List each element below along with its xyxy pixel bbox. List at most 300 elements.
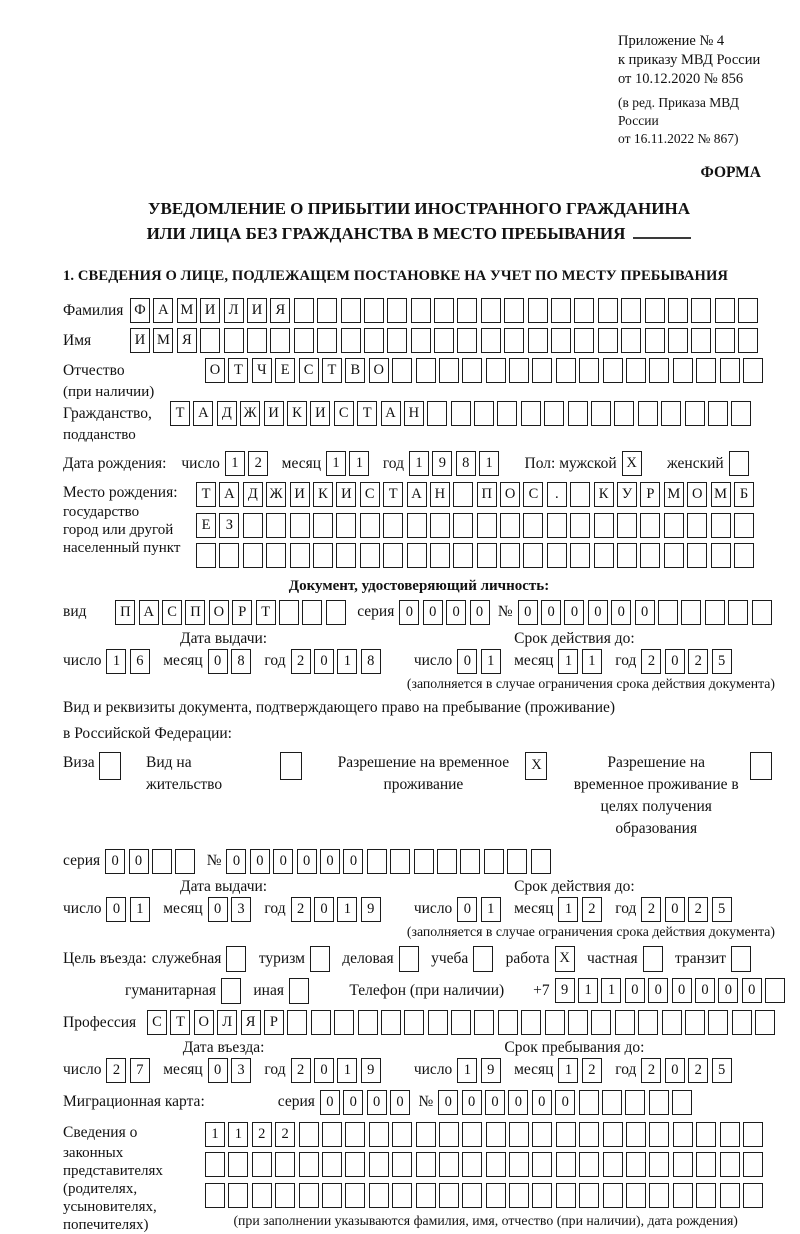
- char-box[interactable]: А: [193, 401, 213, 426]
- char-box[interactable]: Л: [224, 298, 244, 323]
- char-box[interactable]: 0: [541, 600, 561, 625]
- char-box[interactable]: [521, 1010, 541, 1035]
- char-box[interactable]: [383, 513, 403, 538]
- char-box[interactable]: 0: [695, 978, 715, 1003]
- char-box[interactable]: [252, 1183, 272, 1208]
- char-box[interactable]: [462, 358, 482, 383]
- char-box[interactable]: [437, 849, 457, 874]
- char-box[interactable]: [453, 482, 473, 507]
- char-box[interactable]: [551, 298, 571, 323]
- char-box[interactable]: [275, 1183, 295, 1208]
- char-box[interactable]: [509, 1122, 529, 1147]
- char-box[interactable]: 9: [432, 451, 452, 476]
- char-box[interactable]: [691, 328, 711, 353]
- char-box[interactable]: [594, 543, 614, 568]
- char-box[interactable]: [621, 328, 641, 353]
- char-box[interactable]: [649, 1152, 669, 1177]
- char-box[interactable]: [626, 1122, 646, 1147]
- char-box[interactable]: [364, 328, 384, 353]
- char-box[interactable]: [626, 1183, 646, 1208]
- char-box[interactable]: [720, 358, 740, 383]
- char-box[interactable]: [439, 1152, 459, 1177]
- char-box[interactable]: [336, 543, 356, 568]
- char-box[interactable]: 1: [582, 649, 602, 674]
- char-box[interactable]: О: [194, 1010, 214, 1035]
- char-box[interactable]: [367, 849, 387, 874]
- char-box[interactable]: [673, 1122, 693, 1147]
- char-box[interactable]: 1: [481, 897, 501, 922]
- char-box[interactable]: 0: [320, 1090, 340, 1115]
- char-box[interactable]: 1: [337, 897, 357, 922]
- char-box[interactable]: [556, 1152, 576, 1177]
- char-box[interactable]: [664, 513, 684, 538]
- char-box[interactable]: [416, 1152, 436, 1177]
- char-box[interactable]: С: [360, 482, 380, 507]
- char-box[interactable]: [696, 1122, 716, 1147]
- char-box[interactable]: Ж: [240, 401, 260, 426]
- char-box[interactable]: [360, 543, 380, 568]
- char-box[interactable]: Я: [177, 328, 197, 353]
- char-box[interactable]: 9: [481, 1058, 501, 1083]
- char-box[interactable]: [387, 298, 407, 323]
- char-box[interactable]: [369, 1152, 389, 1177]
- char-box[interactable]: 0: [314, 1058, 334, 1083]
- char-box[interactable]: 0: [665, 897, 685, 922]
- char-box[interactable]: Т: [170, 401, 190, 426]
- char-box[interactable]: [504, 328, 524, 353]
- char-box[interactable]: [649, 358, 669, 383]
- char-box[interactable]: Б: [734, 482, 754, 507]
- char-box[interactable]: [617, 543, 637, 568]
- char-box[interactable]: [205, 1152, 225, 1177]
- char-box[interactable]: [532, 1183, 552, 1208]
- char-box[interactable]: [755, 1010, 775, 1035]
- char-box[interactable]: 0: [297, 849, 317, 874]
- char-box[interactable]: 9: [555, 978, 575, 1003]
- char-box[interactable]: А: [153, 298, 173, 323]
- char-box[interactable]: [685, 1010, 705, 1035]
- char-box[interactable]: 0: [314, 649, 334, 674]
- char-box[interactable]: А: [219, 482, 239, 507]
- char-box[interactable]: 2: [688, 897, 708, 922]
- char-box[interactable]: [591, 1010, 611, 1035]
- char-box[interactable]: 1: [106, 649, 126, 674]
- char-box[interactable]: 5: [712, 649, 732, 674]
- char-box[interactable]: [591, 401, 611, 426]
- char-box[interactable]: [266, 513, 286, 538]
- char-box[interactable]: [407, 513, 427, 538]
- char-box[interactable]: [579, 1122, 599, 1147]
- char-box[interactable]: 0: [208, 1058, 228, 1083]
- char-box[interactable]: [668, 328, 688, 353]
- char-box[interactable]: [615, 1010, 635, 1035]
- char-box[interactable]: [299, 1183, 319, 1208]
- char-box[interactable]: [317, 328, 337, 353]
- char-box[interactable]: [728, 600, 748, 625]
- char-box[interactable]: 1: [578, 978, 598, 1003]
- char-box[interactable]: [322, 1122, 342, 1147]
- char-box[interactable]: [626, 1152, 646, 1177]
- char-box[interactable]: 7: [130, 1058, 150, 1083]
- char-box[interactable]: [509, 1152, 529, 1177]
- char-box[interactable]: [287, 1010, 307, 1035]
- char-box[interactable]: Р: [232, 600, 252, 625]
- char-box[interactable]: [486, 1183, 506, 1208]
- char-box[interactable]: 0: [532, 1090, 552, 1115]
- char-box[interactable]: 1: [205, 1122, 225, 1147]
- char-box[interactable]: [477, 513, 497, 538]
- char-box[interactable]: [457, 298, 477, 323]
- char-box[interactable]: [481, 328, 501, 353]
- char-box[interactable]: И: [247, 298, 267, 323]
- char-box[interactable]: С: [299, 358, 319, 383]
- char-box[interactable]: 2: [641, 649, 661, 674]
- char-box[interactable]: [383, 543, 403, 568]
- char-box[interactable]: [545, 1010, 565, 1035]
- char-box[interactable]: 5: [712, 1058, 732, 1083]
- char-box[interactable]: [734, 513, 754, 538]
- char-box[interactable]: [626, 358, 646, 383]
- char-box[interactable]: [336, 513, 356, 538]
- char-box[interactable]: 0: [625, 978, 645, 1003]
- char-box[interactable]: 8: [231, 649, 251, 674]
- char-box[interactable]: 0: [314, 897, 334, 922]
- char-box[interactable]: [392, 1152, 412, 1177]
- char-box[interactable]: [532, 1122, 552, 1147]
- char-box[interactable]: [579, 1152, 599, 1177]
- char-box[interactable]: [451, 401, 471, 426]
- char-box[interactable]: М: [177, 298, 197, 323]
- char-box[interactable]: [275, 1152, 295, 1177]
- char-box[interactable]: А: [381, 401, 401, 426]
- char-box[interactable]: [504, 298, 524, 323]
- char-box[interactable]: 0: [611, 600, 631, 625]
- char-box[interactable]: З: [219, 513, 239, 538]
- char-box[interactable]: [509, 1183, 529, 1208]
- char-box[interactable]: [687, 513, 707, 538]
- char-box[interactable]: 3: [231, 1058, 251, 1083]
- char-box[interactable]: [243, 513, 263, 538]
- char-box[interactable]: [302, 600, 322, 625]
- char-box[interactable]: 0: [367, 1090, 387, 1115]
- char-box[interactable]: Д: [217, 401, 237, 426]
- char-box[interactable]: 6: [130, 649, 150, 674]
- char-box[interactable]: [579, 1090, 599, 1115]
- char-box[interactable]: [430, 513, 450, 538]
- char-box[interactable]: 0: [105, 849, 125, 874]
- char-box[interactable]: [681, 600, 701, 625]
- char-box[interactable]: Л: [217, 1010, 237, 1035]
- char-box[interactable]: Т: [228, 358, 248, 383]
- char-box[interactable]: [334, 1010, 354, 1035]
- char-box[interactable]: [720, 1183, 740, 1208]
- char-box[interactable]: [358, 1010, 378, 1035]
- char-box[interactable]: [544, 401, 564, 426]
- char-box[interactable]: [219, 543, 239, 568]
- char-box[interactable]: [743, 1152, 763, 1177]
- char-box[interactable]: И: [200, 298, 220, 323]
- char-box[interactable]: [439, 1122, 459, 1147]
- char-box[interactable]: 5: [712, 897, 732, 922]
- char-box[interactable]: И: [310, 401, 330, 426]
- char-box[interactable]: [326, 600, 346, 625]
- char-box[interactable]: [662, 1010, 682, 1035]
- char-box[interactable]: [732, 1010, 752, 1035]
- char-box[interactable]: П: [185, 600, 205, 625]
- char-box[interactable]: [392, 358, 412, 383]
- char-box[interactable]: 0: [446, 600, 466, 625]
- char-box[interactable]: [673, 1183, 693, 1208]
- char-box[interactable]: [523, 543, 543, 568]
- char-box[interactable]: П: [115, 600, 135, 625]
- char-box[interactable]: [547, 513, 567, 538]
- char-box[interactable]: [270, 328, 290, 353]
- char-box[interactable]: [266, 543, 286, 568]
- char-box[interactable]: А: [407, 482, 427, 507]
- char-box[interactable]: [743, 358, 763, 383]
- char-box[interactable]: 0: [508, 1090, 528, 1115]
- char-box[interactable]: 1: [558, 649, 578, 674]
- char-box[interactable]: [345, 1122, 365, 1147]
- char-box[interactable]: [486, 358, 506, 383]
- char-box[interactable]: [500, 543, 520, 568]
- char-box[interactable]: 8: [456, 451, 476, 476]
- char-box[interactable]: [322, 1183, 342, 1208]
- char-box[interactable]: [750, 752, 772, 780]
- char-box[interactable]: [640, 513, 660, 538]
- char-box[interactable]: [387, 328, 407, 353]
- char-box[interactable]: [427, 401, 447, 426]
- char-box[interactable]: [411, 328, 431, 353]
- char-box[interactable]: [568, 401, 588, 426]
- char-box[interactable]: 1: [130, 897, 150, 922]
- char-box[interactable]: [547, 543, 567, 568]
- char-box[interactable]: [322, 1152, 342, 1177]
- char-box[interactable]: [299, 1122, 319, 1147]
- char-box[interactable]: Е: [196, 513, 216, 538]
- char-box[interactable]: [411, 298, 431, 323]
- char-box[interactable]: [734, 543, 754, 568]
- char-box[interactable]: [221, 978, 241, 1004]
- char-box[interactable]: [579, 1183, 599, 1208]
- char-box[interactable]: 0: [390, 1090, 410, 1115]
- char-box[interactable]: [428, 1010, 448, 1035]
- char-box[interactable]: 0: [485, 1090, 505, 1115]
- char-box[interactable]: [598, 298, 618, 323]
- char-box[interactable]: [570, 513, 590, 538]
- char-box[interactable]: [668, 298, 688, 323]
- char-box[interactable]: [729, 451, 749, 476]
- char-box[interactable]: 0: [208, 897, 228, 922]
- char-box[interactable]: 1: [337, 649, 357, 674]
- char-box[interactable]: [414, 849, 434, 874]
- char-box[interactable]: [685, 401, 705, 426]
- char-box[interactable]: [574, 298, 594, 323]
- char-box[interactable]: 2: [252, 1122, 272, 1147]
- char-box[interactable]: [603, 358, 623, 383]
- char-box[interactable]: Д: [243, 482, 263, 507]
- char-box[interactable]: [645, 298, 665, 323]
- char-box[interactable]: [280, 752, 302, 780]
- char-box[interactable]: [294, 298, 314, 323]
- char-box[interactable]: [228, 1152, 248, 1177]
- char-box[interactable]: [731, 401, 751, 426]
- char-box[interactable]: 1: [481, 649, 501, 674]
- char-box[interactable]: С: [162, 600, 182, 625]
- char-box[interactable]: 2: [582, 1058, 602, 1083]
- char-box[interactable]: 0: [399, 600, 419, 625]
- char-box[interactable]: В: [345, 358, 365, 383]
- char-box[interactable]: К: [287, 401, 307, 426]
- char-box[interactable]: [649, 1090, 669, 1115]
- char-box[interactable]: [434, 328, 454, 353]
- char-box[interactable]: Е: [275, 358, 295, 383]
- char-box[interactable]: [294, 328, 314, 353]
- char-box[interactable]: [252, 1152, 272, 1177]
- char-box[interactable]: [579, 358, 599, 383]
- char-box[interactable]: О: [500, 482, 520, 507]
- char-box[interactable]: И: [290, 482, 310, 507]
- char-box[interactable]: [457, 328, 477, 353]
- char-box[interactable]: [313, 543, 333, 568]
- char-box[interactable]: [453, 513, 473, 538]
- char-box[interactable]: [392, 1183, 412, 1208]
- char-box[interactable]: Р: [264, 1010, 284, 1035]
- char-box[interactable]: [752, 600, 772, 625]
- char-box[interactable]: [196, 543, 216, 568]
- char-box[interactable]: [462, 1152, 482, 1177]
- char-box[interactable]: [738, 328, 758, 353]
- char-box[interactable]: [290, 513, 310, 538]
- char-box[interactable]: [279, 600, 299, 625]
- char-box[interactable]: 0: [672, 978, 692, 1003]
- char-box[interactable]: М: [664, 482, 684, 507]
- char-box[interactable]: 2: [275, 1122, 295, 1147]
- char-box[interactable]: [603, 1122, 623, 1147]
- char-box[interactable]: 9: [361, 897, 381, 922]
- char-box[interactable]: [574, 328, 594, 353]
- char-box[interactable]: 2: [248, 451, 268, 476]
- char-box[interactable]: [602, 1090, 622, 1115]
- char-box[interactable]: М: [153, 328, 173, 353]
- char-box[interactable]: [603, 1183, 623, 1208]
- char-box[interactable]: 0: [273, 849, 293, 874]
- char-box[interactable]: [439, 1183, 459, 1208]
- char-box[interactable]: [481, 298, 501, 323]
- char-box[interactable]: 0: [564, 600, 584, 625]
- char-box[interactable]: [687, 543, 707, 568]
- char-box[interactable]: М: [711, 482, 731, 507]
- char-box[interactable]: [556, 1122, 576, 1147]
- char-box[interactable]: 1: [558, 1058, 578, 1083]
- char-box[interactable]: [228, 1183, 248, 1208]
- char-box[interactable]: К: [313, 482, 333, 507]
- char-box[interactable]: О: [209, 600, 229, 625]
- char-box[interactable]: [175, 849, 195, 874]
- char-box[interactable]: [473, 946, 493, 972]
- char-box[interactable]: 3: [231, 897, 251, 922]
- char-box[interactable]: Н: [430, 482, 450, 507]
- char-box[interactable]: 0: [320, 849, 340, 874]
- char-box[interactable]: [643, 946, 663, 972]
- char-box[interactable]: О: [369, 358, 389, 383]
- char-box[interactable]: 0: [226, 849, 246, 874]
- char-box[interactable]: [673, 1152, 693, 1177]
- char-box[interactable]: [205, 1183, 225, 1208]
- char-box[interactable]: 0: [555, 1090, 575, 1115]
- char-box[interactable]: [99, 752, 121, 780]
- char-box[interactable]: [711, 513, 731, 538]
- char-box[interactable]: [360, 513, 380, 538]
- char-box[interactable]: [243, 543, 263, 568]
- char-box[interactable]: [392, 1122, 412, 1147]
- char-box[interactable]: [369, 1122, 389, 1147]
- char-box[interactable]: О: [205, 358, 225, 383]
- char-box[interactable]: [556, 1183, 576, 1208]
- char-box[interactable]: 0: [588, 600, 608, 625]
- char-box[interactable]: [484, 849, 504, 874]
- char-box[interactable]: [532, 358, 552, 383]
- char-box[interactable]: [498, 1010, 518, 1035]
- char-box[interactable]: [598, 328, 618, 353]
- char-box[interactable]: 0: [106, 897, 126, 922]
- char-box[interactable]: X: [555, 946, 575, 972]
- char-box[interactable]: [673, 358, 693, 383]
- char-box[interactable]: [313, 513, 333, 538]
- char-box[interactable]: Т: [196, 482, 216, 507]
- char-box[interactable]: [614, 401, 634, 426]
- char-box[interactable]: [672, 1090, 692, 1115]
- char-box[interactable]: 0: [718, 978, 738, 1003]
- char-box[interactable]: 2: [291, 1058, 311, 1083]
- char-box[interactable]: [617, 513, 637, 538]
- char-box[interactable]: [430, 543, 450, 568]
- char-box[interactable]: [658, 600, 678, 625]
- char-box[interactable]: Ф: [130, 298, 150, 323]
- char-box[interactable]: [416, 358, 436, 383]
- char-box[interactable]: [715, 298, 735, 323]
- char-box[interactable]: [551, 328, 571, 353]
- char-box[interactable]: [696, 358, 716, 383]
- char-box[interactable]: К: [594, 482, 614, 507]
- char-box[interactable]: 2: [688, 649, 708, 674]
- char-box[interactable]: 0: [250, 849, 270, 874]
- char-box[interactable]: [317, 298, 337, 323]
- char-box[interactable]: [528, 328, 548, 353]
- char-box[interactable]: [486, 1122, 506, 1147]
- char-box[interactable]: [310, 946, 330, 972]
- char-box[interactable]: [247, 328, 267, 353]
- char-box[interactable]: 0: [457, 649, 477, 674]
- char-box[interactable]: 2: [641, 1058, 661, 1083]
- char-box[interactable]: [532, 1152, 552, 1177]
- char-box[interactable]: 2: [106, 1058, 126, 1083]
- char-box[interactable]: [341, 328, 361, 353]
- char-box[interactable]: [434, 298, 454, 323]
- char-box[interactable]: [345, 1183, 365, 1208]
- char-box[interactable]: [528, 298, 548, 323]
- char-box[interactable]: 0: [457, 897, 477, 922]
- char-box[interactable]: 0: [438, 1090, 458, 1115]
- char-box[interactable]: [497, 401, 517, 426]
- char-box[interactable]: [521, 401, 541, 426]
- char-box[interactable]: [390, 849, 410, 874]
- char-box[interactable]: 8: [361, 649, 381, 674]
- char-box[interactable]: 1: [479, 451, 499, 476]
- char-box[interactable]: [603, 1152, 623, 1177]
- char-box[interactable]: [381, 1010, 401, 1035]
- char-box[interactable]: [621, 298, 641, 323]
